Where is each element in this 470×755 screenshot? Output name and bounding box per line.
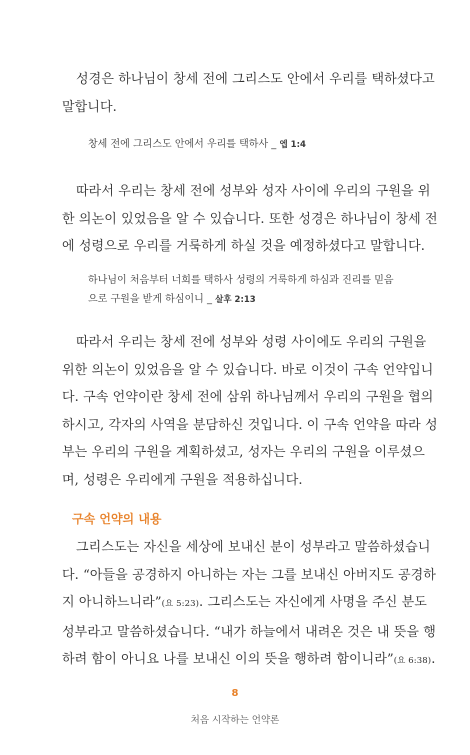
quote-line (88, 135, 388, 155)
text-line: 다. “아들을 공경하지 아니하는 자는 그를 보내신 아버지도 공경하 (62, 567, 436, 583)
scripture-reference: (요 5:23) (161, 599, 200, 609)
text-segment: 지 아니하느니라” (62, 595, 162, 610)
text-segment: . 그리스도는 자신에게 사명을 주신 분도 (199, 595, 427, 610)
paragraph-covenant-of-redemption (62, 329, 438, 494)
text-line: 성경은 하나님이 창세 전에 그리스도 안에서 우리를 택하셨다고 (76, 72, 435, 87)
text-line: 다. 구속 언약이란 창세 전에 삼위 하나님께서 우리의 구원을 협의 (62, 390, 434, 405)
text-line: 부는 우리의 구원을 계획하셨고, 성자는 우리의 구원을 이루셨으 (62, 445, 425, 460)
text-line (62, 589, 427, 619)
text-line: 그리스도는 자신을 세상에 보내신 분이 성부라고 말씀하셨습니 (76, 540, 431, 555)
text-line: 에 성령으로 우리를 거룩하게 하실 것을 예정하셨다고 말합니다. (62, 239, 425, 254)
quote-line: 하나님이 처음부터 너희를 택하사 성령의 거룩하게 하심과 진리를 믿음 (88, 275, 394, 286)
text-segment: 하려 함이 아니요 나를 보내신 이의 뜻을 행하려 함이니라” (62, 652, 394, 667)
quote-line (88, 290, 388, 310)
page-number: 8 (231, 688, 239, 699)
scripture-reference: (요 6:38) (393, 656, 432, 666)
text-line: 따라서 우리는 창세 전에 성부와 성령 사이에도 우리의 구원을 (76, 335, 427, 350)
section-heading: 구속 언약의 내용 (72, 512, 162, 526)
quote-text: 으로 구원을 받게 하심이니 _ (88, 294, 216, 305)
quote-text: 창세 전에 그리스도 안에서 우리를 택하사 _ (88, 139, 280, 150)
text-line: 따라서 우리는 창세 전에 성부와 성자 사이에 우리의 구원을 위 (76, 184, 431, 199)
scripture-quote-thessalonians (88, 271, 394, 310)
paragraph-election (62, 66, 435, 121)
text-line: 성부라고 말씀하셨습니다. “내가 하늘에서 내려온 것은 내 뜻을 행 (62, 624, 436, 640)
running-footer-title: 처음 시작하는 언약론 (190, 715, 280, 726)
quote-reference: 엡 1:4 (279, 140, 306, 150)
quote-reference: 살후 2:13 (215, 295, 256, 305)
text-line: 말합니다. (62, 99, 117, 115)
text-line: 며, 성령은 우리에게 구원을 적용하십니다. (62, 472, 303, 488)
paragraph-covenant-content (62, 534, 436, 676)
scripture-quote-ephesians (88, 135, 388, 155)
text-segment: . (431, 652, 436, 667)
paragraph-father-son (62, 178, 438, 261)
text-line: 한 의논이 있었음을 알 수 있습니다. 또한 성경은 하나님이 창세 전 (62, 211, 438, 227)
text-line: 위한 의논이 있었음을 알 수 있습니다. 바로 이것이 구속 언약입니 (62, 362, 434, 378)
text-line: 하시고, 각자의 사역을 분담하신 것입니다. 이 구속 언약을 따라 성 (62, 417, 438, 433)
text-line (62, 646, 436, 676)
